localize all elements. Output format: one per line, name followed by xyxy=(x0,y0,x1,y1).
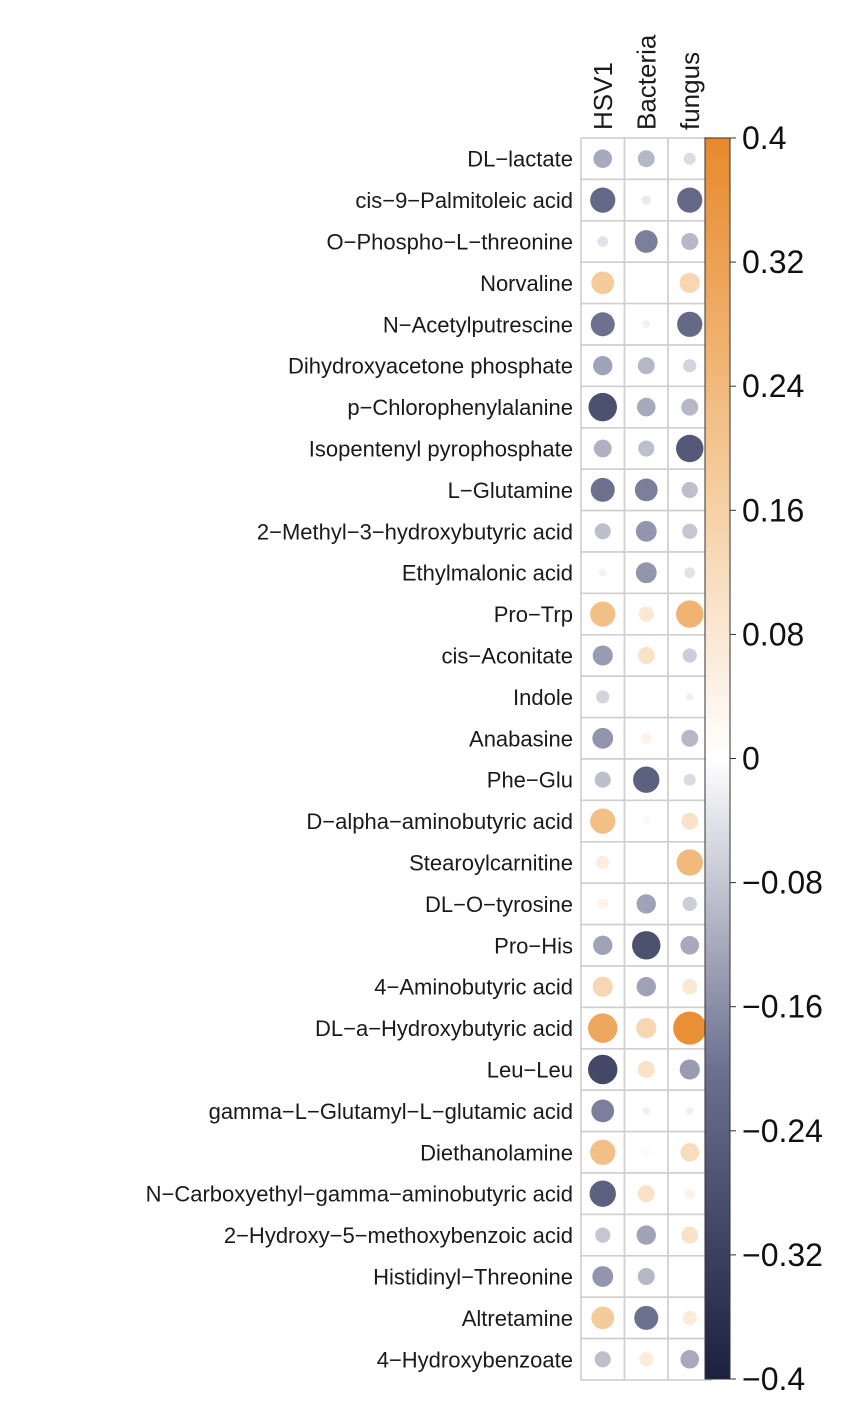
correlation-dot xyxy=(593,977,613,997)
column-label: Bacteria xyxy=(631,34,662,130)
row-labels xyxy=(146,147,573,1373)
row-label: Stearoylcarnitine xyxy=(409,850,573,876)
row-label: N−Acetylputrescine xyxy=(382,312,573,338)
correlation-dot xyxy=(591,1100,614,1123)
heatmap-cell xyxy=(625,676,669,717)
row-label: DL−lactate xyxy=(467,146,573,172)
heatmap-grid xyxy=(581,138,712,1380)
column-label: fungus xyxy=(674,51,705,130)
row-label: Diethanolamine xyxy=(420,1140,573,1166)
row-label: DL−O−tyrosine xyxy=(425,891,573,917)
correlation-dot xyxy=(636,562,657,583)
correlation-dot xyxy=(682,482,698,498)
row-label: cis−Aconitate xyxy=(441,643,573,669)
correlation-dot xyxy=(590,1140,615,1165)
correlation-dot xyxy=(592,728,613,749)
colorbar-tick-label: 0 xyxy=(742,740,760,777)
correlation-dot xyxy=(673,1012,706,1045)
correlation-dot xyxy=(677,312,702,337)
colorbar-tick-label: −0.16 xyxy=(742,988,823,1025)
correlation-dot xyxy=(595,1351,611,1367)
correlation-dot xyxy=(681,233,698,250)
row-label: Anabasine xyxy=(469,726,573,752)
correlation-dot xyxy=(637,1225,656,1244)
correlation-dot xyxy=(591,1307,614,1330)
correlation-dot xyxy=(590,601,615,626)
correlation-dot xyxy=(638,1268,655,1285)
correlation-dot xyxy=(591,272,614,295)
correlation-dot xyxy=(588,1055,617,1084)
correlation-dot xyxy=(591,312,615,336)
row-label: 2−Methyl−3−hydroxybutyric acid xyxy=(256,519,573,545)
correlation-dot xyxy=(677,187,702,212)
row-label: Phe−Glu xyxy=(486,767,573,793)
correlation-dot xyxy=(634,1306,658,1330)
correlation-dot xyxy=(680,936,699,955)
correlation-dot xyxy=(588,1013,617,1042)
correlation-dot xyxy=(594,440,612,458)
row-label: N−Carboxyethyl−gamma−aminobutyric acid xyxy=(145,1181,573,1207)
correlation-dot xyxy=(596,690,609,703)
correlation-dot xyxy=(593,645,613,665)
correlation-dot xyxy=(595,772,611,788)
row-label: Altretamine xyxy=(461,1305,573,1331)
correlation-dot xyxy=(676,435,703,462)
row-label: Isopentenyl pyrophosphate xyxy=(308,436,573,462)
correlation-dot xyxy=(590,808,615,833)
correlation-dot xyxy=(597,899,608,910)
correlation-dot xyxy=(638,440,654,456)
correlation-dot xyxy=(684,1188,695,1199)
row-label: DL−a−Hydroxybutyric acid xyxy=(314,1016,573,1042)
correlation-dot xyxy=(683,648,697,662)
correlation-dot xyxy=(595,523,611,539)
correlation-dot xyxy=(596,856,609,869)
correlation-dot xyxy=(593,149,612,168)
correlation-dot xyxy=(682,524,697,539)
correlation-dot xyxy=(684,153,696,165)
correlation-dot xyxy=(681,813,698,830)
row-label: cis−9−Palmitoleic acid xyxy=(355,188,573,214)
heatmap-cell xyxy=(625,842,669,883)
heatmap-cell xyxy=(625,262,669,303)
correlation-dot xyxy=(680,1350,699,1369)
correlation-dot xyxy=(636,1018,656,1038)
correlation-dot xyxy=(638,647,655,664)
colorbar-tick-label: −0.24 xyxy=(742,1112,823,1149)
row-label: 2−Hydroxy−5−methoxybenzoic acid xyxy=(223,1223,573,1249)
colorbar-tick-label: 0.16 xyxy=(742,492,805,529)
row-label: Leu−Leu xyxy=(486,1057,573,1083)
row-label: Norvaline xyxy=(480,270,573,296)
correlation-dot xyxy=(592,1266,613,1287)
correlation-dot xyxy=(638,357,655,374)
correlation-dot xyxy=(636,521,657,542)
correlation-dot xyxy=(591,478,615,502)
correlation-dot xyxy=(638,1061,655,1078)
colorbar-tick-label: −0.32 xyxy=(742,1236,823,1273)
correlation-dot xyxy=(681,399,698,416)
correlation-dot xyxy=(635,479,658,502)
correlation-dot xyxy=(635,230,658,253)
correlation-dot xyxy=(637,977,656,996)
correlation-dot xyxy=(684,774,696,786)
correlation-dot xyxy=(595,1228,610,1243)
row-label: D−alpha−aminobutyric acid xyxy=(306,809,573,835)
correlation-dot xyxy=(681,1227,698,1244)
correlation-dot xyxy=(638,1185,655,1202)
correlation-dot xyxy=(597,236,608,247)
correlation-dot xyxy=(686,693,694,701)
correlation-dot xyxy=(590,1181,616,1207)
row-label: Pro−Trp xyxy=(493,602,573,628)
row-label: L−Glutamine xyxy=(447,477,573,503)
correlation-dot xyxy=(590,187,615,212)
correlation-dot xyxy=(676,600,703,627)
colorbar-tick-label: −0.08 xyxy=(742,864,823,901)
correlation-dot xyxy=(642,321,650,329)
row-label: Pro−His xyxy=(494,933,573,959)
correlation-dot xyxy=(599,569,607,577)
row-label: gamma−L−Glutamyl−L−glutamic acid xyxy=(208,1098,573,1124)
correlation-dot xyxy=(632,931,660,959)
correlation-dot xyxy=(680,1143,699,1162)
correlation-dot xyxy=(641,733,652,744)
row-label: Ethylmalonic acid xyxy=(401,560,573,586)
correlation-dot xyxy=(638,150,655,167)
correlation-dot xyxy=(589,393,617,421)
row-label: 4−Aminobutyric acid xyxy=(374,974,573,1000)
row-label: p−Chlorophenylalanine xyxy=(347,395,573,421)
correlation-dot xyxy=(642,1149,650,1157)
colorbar-tick-label: 0.08 xyxy=(742,616,805,653)
row-label: Histidinyl−Threonine xyxy=(373,1264,573,1290)
colorbar-gradient xyxy=(705,138,730,1379)
correlation-dot xyxy=(677,849,703,875)
correlation-dot xyxy=(684,567,695,578)
correlation-dot xyxy=(639,1352,653,1366)
correlation-dot xyxy=(683,1311,697,1325)
correlation-dot xyxy=(642,195,651,204)
correlation-dot xyxy=(682,979,697,994)
row-label: 4−Hydroxybenzoate xyxy=(376,1347,573,1373)
correlation-dot xyxy=(633,767,659,793)
correlation-dot xyxy=(642,1107,650,1115)
colorbar xyxy=(705,120,823,1397)
column-labels xyxy=(588,34,705,130)
colorbar-tick-label: 0.24 xyxy=(742,368,805,405)
correlation-dot xyxy=(637,894,656,913)
correlation-dot xyxy=(680,273,700,293)
correlation-dot xyxy=(593,936,612,955)
correlation-dot xyxy=(683,897,697,911)
colorbar-tick-label: −0.4 xyxy=(742,1361,806,1397)
correlation-dot xyxy=(680,1059,700,1079)
correlation-dot xyxy=(686,1107,694,1115)
correlation-dot xyxy=(681,730,698,747)
colorbar-tick-label: 0.32 xyxy=(742,244,805,281)
colorbar-tick-label: 0.4 xyxy=(742,120,787,156)
correlation-dot xyxy=(642,817,650,825)
row-label: O−Phospho−L−threonine xyxy=(326,229,573,255)
correlation-dot xyxy=(593,356,612,375)
row-label: Indole xyxy=(513,684,573,710)
correlation-dot xyxy=(639,607,654,622)
correlation-dot xyxy=(637,398,656,417)
column-label: HSV1 xyxy=(587,62,618,130)
row-label: Dihydroxyacetone phosphate xyxy=(288,353,573,379)
correlation-dot xyxy=(683,359,696,372)
